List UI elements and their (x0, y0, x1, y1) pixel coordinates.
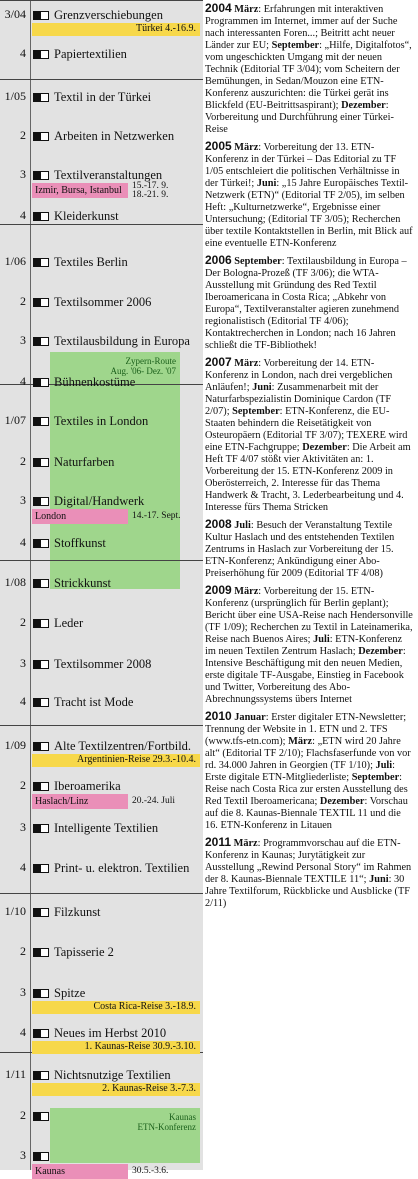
issue-number: 2 (20, 128, 26, 142)
year-paragraph (205, 584, 415, 706)
issue-title: Grenzverschiebungen (54, 8, 163, 22)
issue-number: 1/10 (4, 904, 26, 918)
month-label: September (351, 772, 400, 783)
trip-bar: Costa Rica-Reise 3.-18.9. (32, 1001, 200, 1014)
month-label: Juni (256, 178, 277, 189)
issue-title: Print- u. elektron. Textilien (54, 861, 190, 875)
issue-number: 1/09 (4, 738, 26, 752)
issue-number: 3 (20, 333, 26, 347)
year-heading: 2008 (205, 517, 232, 531)
issue-number: 3/04 (4, 7, 26, 21)
chronicle-text-run: : Textilausbildung in Europa – Der Bologna-Prozeß (TF 3/06); die WTA-Ausstellung mit Gründung des Red Textil Iberoamericana in Costa Rica; „Abkehr von Europa“, Textilveranstalter agieren zunehmend regionalistisch (Editorial TF 4/06); Kontaktrecherchen in London; nach 16 Jahren schließt die TF-Bibliothek! (205, 256, 407, 351)
conference-bar: London (32, 509, 128, 524)
issue-marker-icon (33, 337, 49, 346)
trip-bar: 1. Kaunas-Reise 30.9.-3.10. (32, 1041, 200, 1054)
chronicle-text (205, 2, 415, 914)
issue-marker-icon (33, 171, 49, 180)
month-label: Juni (369, 874, 389, 885)
chronicle-text-run: : Erfahrungen mit interaktiven Programmen im Internet, immer auf der Suche nach interessanten Foren...; Beitritt acht neuer Länder zur EU; (205, 4, 398, 51)
issue-title: Tracht ist Mode (54, 695, 134, 709)
year-separator (0, 224, 203, 225)
year-paragraph (205, 710, 415, 832)
issue-title: Leder (54, 616, 84, 630)
year-paragraph (205, 356, 415, 514)
month-label: März (234, 4, 259, 15)
chronicle-text-run: : Besuch der Veranstaltung Textile Kultur Haslach und des entstehenden Textilen Zentrums in Haslach zur Vorbereitung der 15. ETN-Konferenz; Ankündigung einer Abo-Preiserhöhung für 2009 (Editorial TF 4/08) (205, 520, 395, 579)
chronicle-text-run: : „15 Jahre Europäisches Textil-Netzwerk (ETN)“ (Editorial TF 2/05), im selben Heft: „Kulturnetzwerke“, Ergebnisse einer Untersuchung; (Editorial TF 3/05); Recherchen über textile Kontaktstellen in Berlin, mit Blick auf eine eventuelle ETN-Konferenz (205, 178, 413, 249)
trip-bar: Türkei 4.-16.9. (32, 23, 200, 36)
event-date: 14.-17. Sept. (132, 511, 181, 521)
chronicle-text-run: : Reise nach Costa Rica zur ersten Ausstellung des Red Textil Iberoamericana; (205, 772, 408, 807)
chronicle-text-run: : Vorbereitung und Durchführung einer Türkei-Reise (205, 100, 394, 135)
issue-number: 4 (20, 46, 26, 60)
issue-marker-icon (33, 1112, 49, 1121)
issue-number: 2 (20, 778, 26, 792)
chronicle-text-run: : Programmvorschau auf die ETN-Konferenz in Kaunas; Jurytätigkeit zur Ausstellung „Rewind Personal Story“ im Rahmen der 8. Kaunas-Biennale TEXTILE 11“; (205, 838, 412, 885)
issue-marker-icon (33, 864, 49, 873)
year-paragraph (205, 836, 415, 910)
issue-marker-icon (33, 1152, 49, 1161)
issue-title: Spitze (54, 986, 86, 1000)
issue-number: 2 (20, 615, 26, 629)
issue-number: 4 (20, 535, 26, 549)
issue-number: 3 (20, 656, 26, 670)
issue-title: Filzkunst (54, 905, 101, 919)
issue-marker-icon (33, 579, 49, 588)
year-separator (0, 0, 203, 1)
year-separator (0, 79, 203, 80)
month-label: März (234, 358, 259, 369)
issue-title: Iberoamerika (54, 779, 121, 793)
year-heading: 2006 (205, 253, 232, 267)
month-label: Juli (234, 520, 251, 531)
issue-number: 3 (20, 493, 26, 507)
issue-marker-icon (33, 298, 49, 307)
month-label: Dezember (319, 796, 365, 807)
year-heading: 2007 (205, 355, 232, 369)
year-separator (0, 560, 203, 561)
issue-marker-icon (33, 824, 49, 833)
month-label: Juli (313, 634, 330, 645)
event-period-label: Zypern-Route (125, 356, 176, 366)
issue-marker-icon (33, 132, 49, 141)
issue-title: Tapisserie 2 (54, 945, 114, 959)
issue-marker-icon (33, 698, 49, 707)
issue-title: Strickkunst (54, 576, 111, 590)
event-period-label: Kaunas (169, 1112, 196, 1122)
trip-bar: Argentinien-Reise 29.3.-10.4. (32, 754, 200, 767)
issue-title: Textil in der Türkei (54, 90, 152, 104)
month-label: Juli (375, 760, 393, 771)
chronicle-text-run: : Vorschau auf die 8. Kaunas-Biennale TEXTIL 11 und die 16. ETN-Konferenz in Litauen (205, 796, 408, 831)
year-paragraph (205, 140, 415, 250)
month-label: Juni (252, 382, 272, 393)
issue-number: 4 (20, 374, 26, 388)
chronicle-text-run: : Vorbereitung der 15. ETN-Konferenz (ursprünglich für Berlin geplant); Bericht über eine USA-Reise nach Hendersonville (TF 1/09); Recherchen zu Textil in Lateinamerika, Reise nach Buenos Aires; (205, 586, 413, 645)
issue-number: 3 (20, 820, 26, 834)
month-label: März (234, 142, 259, 153)
timeline-axis (30, 0, 31, 1170)
issue-number: 1/06 (4, 254, 26, 268)
month-label: März (234, 586, 259, 597)
month-label: März (233, 838, 258, 849)
issue-number: 3 (20, 985, 26, 999)
trip-bar: 2. Kaunas-Reise 3.-7.3. (32, 1083, 200, 1096)
issue-marker-icon (33, 11, 49, 20)
month-label: Januar (234, 712, 266, 723)
issue-title: Textilsommer 2008 (54, 657, 152, 671)
issue-number: 1/07 (4, 413, 26, 427)
chronicle-text-run: : Vorbereitung der 14. ETN-Konferenz in London, nach drei vergeblichen Anläufen!; (205, 358, 393, 393)
event-date: 18.-21. 9. (132, 190, 169, 200)
chronicle-text-run: : Erste digitale ETN-Mitgliederliste; (205, 760, 396, 783)
issue-title: Arbeiten in Netzwerken (54, 129, 175, 143)
event-date: 15.-17. 9. (132, 181, 169, 191)
issue-marker-icon (33, 782, 49, 791)
issue-number: 2 (20, 1108, 26, 1122)
issue-marker-icon (33, 417, 49, 426)
year-paragraph (205, 2, 415, 136)
issue-marker-icon (33, 258, 49, 267)
issue-number: 4 (20, 1025, 26, 1039)
year-heading: 2010 (205, 709, 232, 723)
year-separator (0, 725, 203, 726)
month-label: September (271, 40, 320, 51)
year-heading: 2009 (205, 583, 232, 597)
issue-number: 1/08 (4, 575, 26, 589)
issue-marker-icon (33, 497, 49, 506)
issue-marker-icon (33, 93, 49, 102)
chronicle-text-run: : „ETN wird 20 Jahre alt“ (Editorial TF 2/10); Flachsfaserfunde von vor rd. 34.000 Jahren in Georgien (TF 1/10); (205, 736, 411, 771)
chronicle-text-run: : Intensive Beschäftigung mit den neuen Medien, erste digitale TF-Ausgabe, Einstieg in Facebook und Twitter, Vorbereitung des Abo-Abrechnungssystems übers Internet (205, 646, 406, 705)
issue-title: Intelligente Textilien (54, 821, 159, 835)
issue-marker-icon (33, 458, 49, 467)
issue-marker-icon (33, 742, 49, 751)
issue-title: Nichtsnutzige Textilien (54, 1068, 171, 1082)
event-period-label: ETN-Konferenz (137, 1122, 196, 1132)
year-heading: 2004 (205, 1, 232, 15)
year-paragraph (205, 254, 415, 352)
issue-marker-icon (33, 660, 49, 669)
issue-title: Textilveranstaltungen (54, 168, 163, 182)
chronicle-text-run: : Zusammenarbeit mit der Naturfarbspezialistin Dominique Cardon (TF 2/07); (205, 382, 392, 417)
chronicle-text-run: : Erster digitaler ETN-Newsletter; Trennung der Website in 1. ETN und 2. TFS (www.tfs-etn.com); (205, 712, 407, 747)
timeline-column (0, 0, 203, 1177)
year-separator (0, 893, 203, 894)
issue-number: 3 (20, 167, 26, 181)
month-label: Dezember (341, 100, 386, 111)
issue-title: Digital/Handwerk (54, 494, 145, 508)
month-label: September (232, 406, 280, 417)
issue-number: 2 (20, 454, 26, 468)
issue-number: 2 (20, 294, 26, 308)
issue-title: Stoffkunst (54, 536, 106, 550)
conference-bar: Kaunas (32, 1164, 128, 1179)
chronicle-text-run: : ETN-Konferenz im neuen Textilen Zentrum Haslach; (205, 634, 403, 657)
issue-number: 4 (20, 860, 26, 874)
issue-number: 2 (20, 944, 26, 958)
issue-title: Papiertextilien (54, 47, 127, 61)
chronicle-text-run: : Die Arbeit am Heft TF 4/07 stößt vier Aktivitäten an: 1. Vorbereitung der 15. ETN-Konferenz 2009 in Oberösterreich, 2. Interesse für das Thema Handwerk & Tracht, 3. Lederbearbeitung und 4. Interesse fürs Thema Stricken (205, 442, 411, 513)
year-paragraph (205, 518, 415, 580)
chronicle-text-run: : 30 Jahre Textilforum, Rückblicke und Ausblicke (TF 2/11) (205, 874, 410, 909)
year-heading: 2005 (205, 139, 232, 153)
issue-number: 4 (20, 208, 26, 222)
issue-title: Alte Textilzentren/Fortbild. (54, 739, 192, 753)
event-period-label: Aug. '06- Dez. '07 (110, 366, 176, 376)
issue-marker-icon (33, 619, 49, 628)
issue-title: Neues im Herbst 2010 (54, 1026, 167, 1040)
chronicle-text-run: : ETN-Konferenz, die EU-Staaten behindern die Reisetätigkeit von Osteuropäern (Editorial TF 3/07); TEXERE wird eine ETN-Fachgruppe; (205, 406, 408, 453)
month-label: September (234, 256, 282, 267)
conference-bar: Haslach/Linz (32, 794, 128, 809)
month-label: Dezember (358, 646, 403, 657)
month-label: Dezember (302, 442, 347, 453)
issue-marker-icon (33, 50, 49, 59)
chronicle-text-run: : „Hilfe, Digitalfotos“, vom ungeschickten Umgang mit der neuen Technik (Editorial TF 3/04); vom Scheitern der Bemühungen, in Sedan/Mouzon eine ETN-Konferenz auszurichten: die Türkei gerät ins Blickfeld (EU-Beitrittsaspirant); (205, 40, 412, 111)
event-date: 30.5.-3.6. (132, 1166, 169, 1176)
chronicle-text-run: : Vorbereitung der 13. ETN-Konferenz in der Türkei – Das Editorial zu TF 1/05 entschleiert die politischen Verhältnisse in der Türkei!; (205, 142, 400, 189)
issue-marker-icon (33, 948, 49, 957)
month-label: März (288, 736, 313, 747)
issue-title: Naturfarben (54, 455, 115, 469)
issue-marker-icon (33, 989, 49, 998)
issue-number: 3 (20, 1148, 26, 1162)
year-heading: 2011 (205, 835, 232, 849)
issue-title: Textilausbildung in Europa (54, 334, 190, 348)
issue-marker-icon (33, 1071, 49, 1080)
event-period-box (50, 1108, 200, 1163)
issue-title: Kleiderkunst (54, 209, 119, 223)
issue-marker-icon (33, 908, 49, 917)
issue-number: 4 (20, 694, 26, 708)
issue-marker-icon (33, 212, 49, 221)
issue-title: Textiles in London (54, 414, 149, 428)
conference-bar: Izmir, Bursa, Istanbul (32, 183, 128, 198)
issue-title: Textiles Berlin (54, 255, 128, 269)
issue-title: Bühnenkostüme (54, 375, 136, 389)
event-date: 20.-24. Juli (132, 796, 176, 806)
issue-number: 1/05 (4, 89, 26, 103)
issue-title: Textilsommer 2006 (54, 295, 152, 309)
issue-marker-icon (33, 539, 49, 548)
issue-marker-icon (33, 1029, 49, 1038)
issue-number: 1/11 (5, 1067, 26, 1081)
issue-marker-icon (33, 378, 49, 387)
